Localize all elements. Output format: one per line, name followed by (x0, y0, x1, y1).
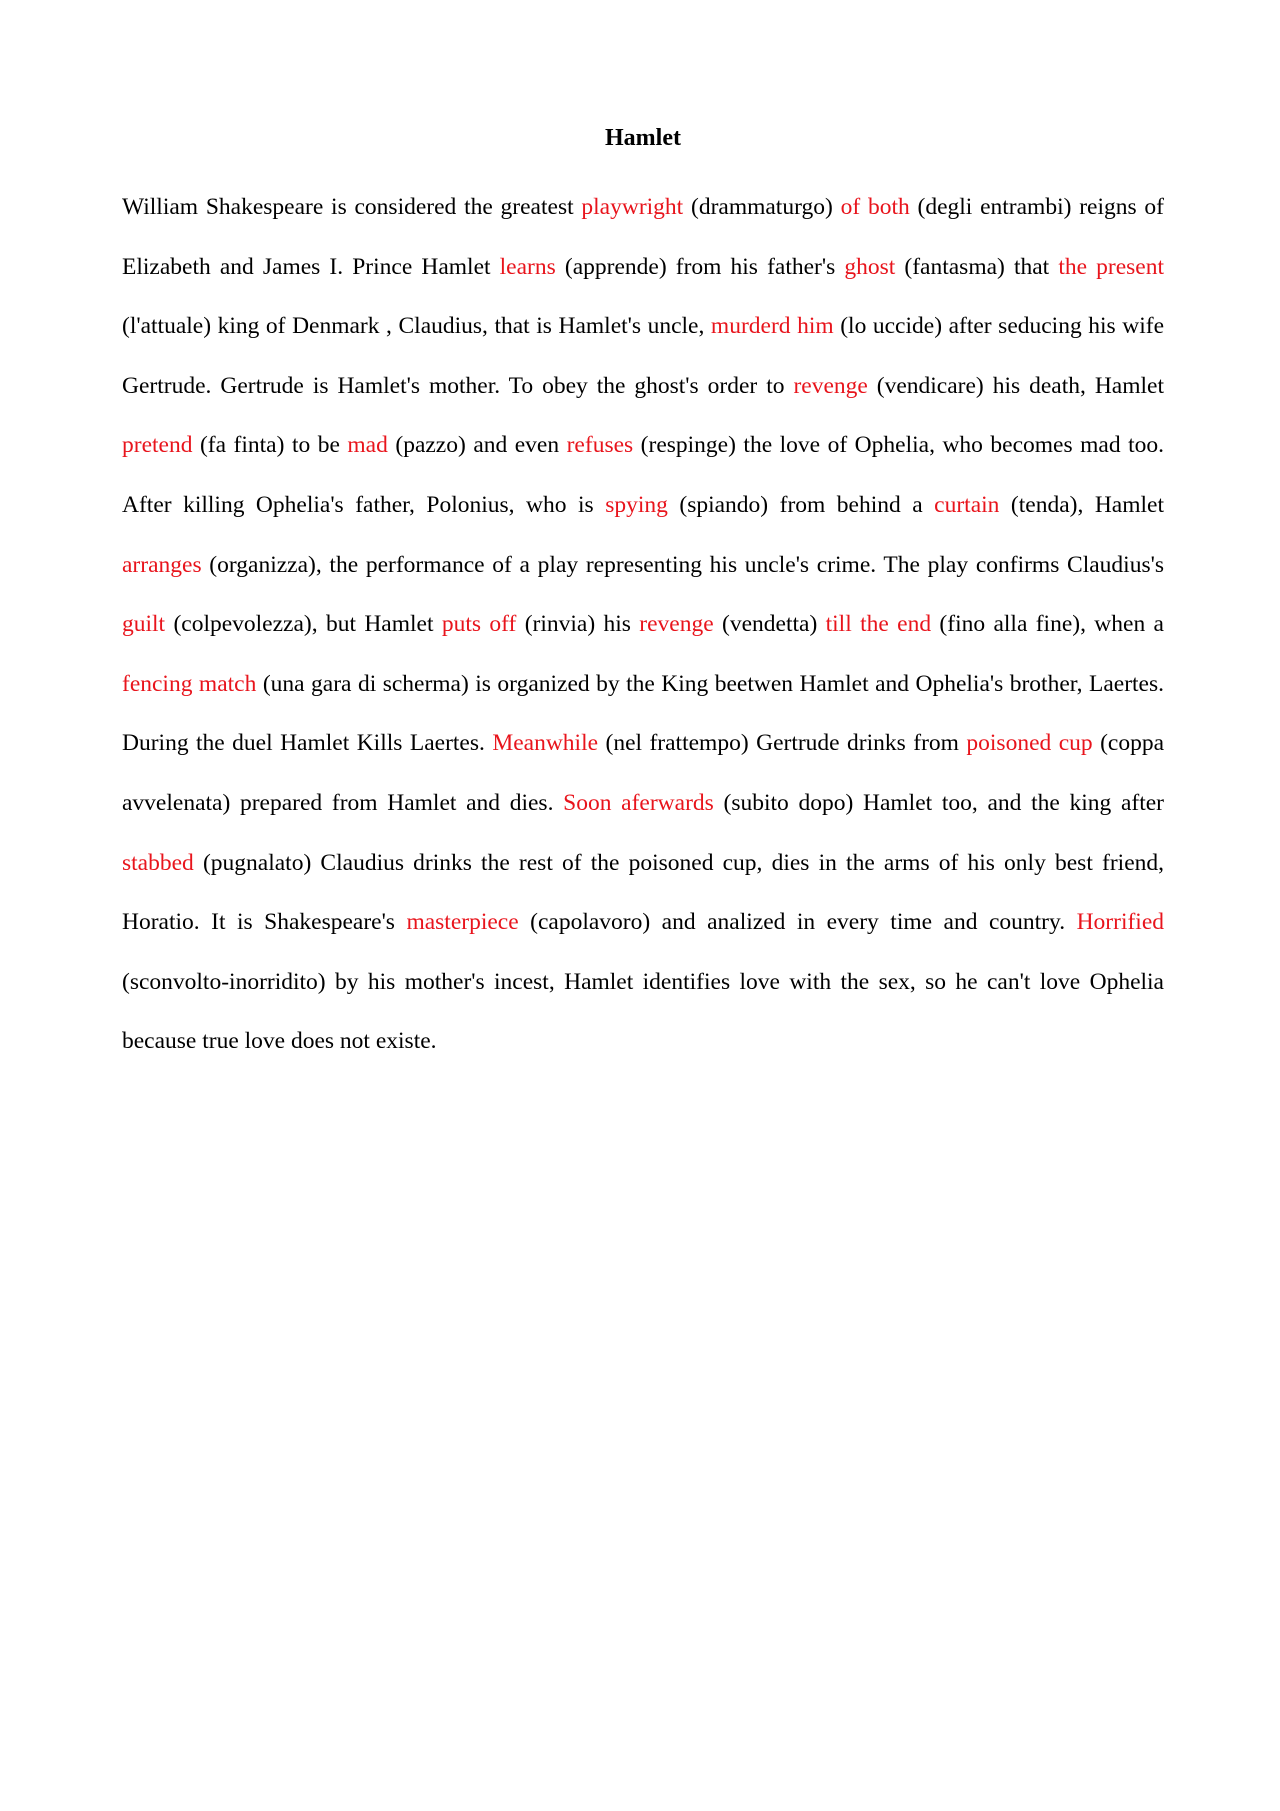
text-run: (drammaturgo) (683, 194, 841, 220)
text-run: (organizza), the performance of a play representing his uncle's crime. The play confirms Claudius's (201, 551, 1164, 578)
highlighted-term: Horrified (1076, 909, 1165, 936)
highlighted-term: playwright (581, 194, 684, 220)
highlighted-term: ghost (844, 253, 896, 280)
text-run: (rinvia) his (516, 611, 640, 638)
highlighted-term: mad (347, 432, 388, 459)
text-run: (l'attuale) king of Denmark , Claudius, that is Hamlet's uncle, (122, 313, 711, 340)
text-run: (una gara di scherma) is organized by the King beetwen Hamlet and Ophelia's brother, Laertes. During the duel Hamlet Kills Laertes. (122, 670, 1165, 757)
text-run: (subito dopo) Hamlet too, and the king after (713, 789, 1164, 816)
text-run: (sconvolto-inorridito) by his mother's incest, Hamlet identifies love with the sex, so he can't love Ophelia because true love does not existe. (122, 968, 1164, 1055)
highlighted-term: murderd him (710, 313, 834, 340)
highlighted-term: stabbed (122, 849, 194, 876)
highlighted-term: guilt (122, 611, 166, 638)
text-run: (lo uccide) after seducing his wife Gertrude. Gertrude is Hamlet's mother. To obey the ghost's order to (122, 313, 1164, 399)
highlighted-term: till the end (825, 611, 932, 638)
highlighted-term: poisoned cup (966, 730, 1093, 757)
text-run: (vendetta) (713, 611, 826, 638)
highlighted-term: revenge (639, 611, 714, 638)
text-run: (capolavoro) and analized in every time and country. (518, 909, 1077, 936)
highlighted-term: revenge (793, 372, 868, 399)
text-run: (pugnalato) Claudius drinks the rest of the poisoned cup, dies in the arms of his only best friend, Horatio. It is Shakespeare's (122, 849, 1164, 936)
text-run: (colpevolezza), but Hamlet (165, 611, 442, 638)
document-page (122, 118, 1164, 1072)
highlighted-term: masterpiece (406, 909, 519, 936)
highlighted-term: puts off (441, 611, 517, 638)
highlighted-term: pretend (122, 432, 193, 459)
text-run: (fino alla fine), when a (931, 611, 1164, 638)
text-run: (tenda), Hamlet (999, 491, 1164, 518)
text-run: (spiando) from behind a (667, 491, 935, 518)
text-run: William Shakespeare is considered the greatest (122, 194, 582, 220)
highlighted-term: curtain (934, 491, 1000, 518)
text-run: (fantasma) that (895, 253, 1059, 280)
text-run: (vendicare) his death, Hamlet (867, 372, 1164, 399)
text-run: (degli entrambi) reigns of Elizabeth and James I. Prince Hamlet (122, 194, 1164, 280)
text-run: (fa finta) to be (192, 432, 348, 459)
text-run: (pazzo) and even (387, 432, 567, 459)
highlighted-term: of both (840, 194, 910, 220)
highlighted-term: the present (1058, 253, 1164, 280)
body-paragraph (122, 178, 1164, 1072)
text-run: (coppa avvelenata) prepared from Hamlet and dies. (122, 730, 1165, 816)
highlighted-term: arranges (122, 551, 202, 578)
text-run: (nel frattempo) Gertrude drinks from (598, 730, 967, 757)
document-title: Hamlet (605, 125, 681, 151)
highlighted-term: refuses (566, 432, 634, 459)
highlighted-term: spying (605, 491, 668, 518)
text-run: (respinge) the love of Ophelia, who becomes mad too. After killing Ophelia's father, Polonius, who is (122, 432, 1164, 518)
highlighted-term: learns (499, 253, 556, 280)
text-run: (apprende) from his father's (555, 253, 845, 280)
highlighted-term: fencing match (122, 670, 257, 697)
highlighted-term: Soon aferwards (563, 789, 714, 816)
highlighted-term: Meanwhile (492, 730, 599, 757)
